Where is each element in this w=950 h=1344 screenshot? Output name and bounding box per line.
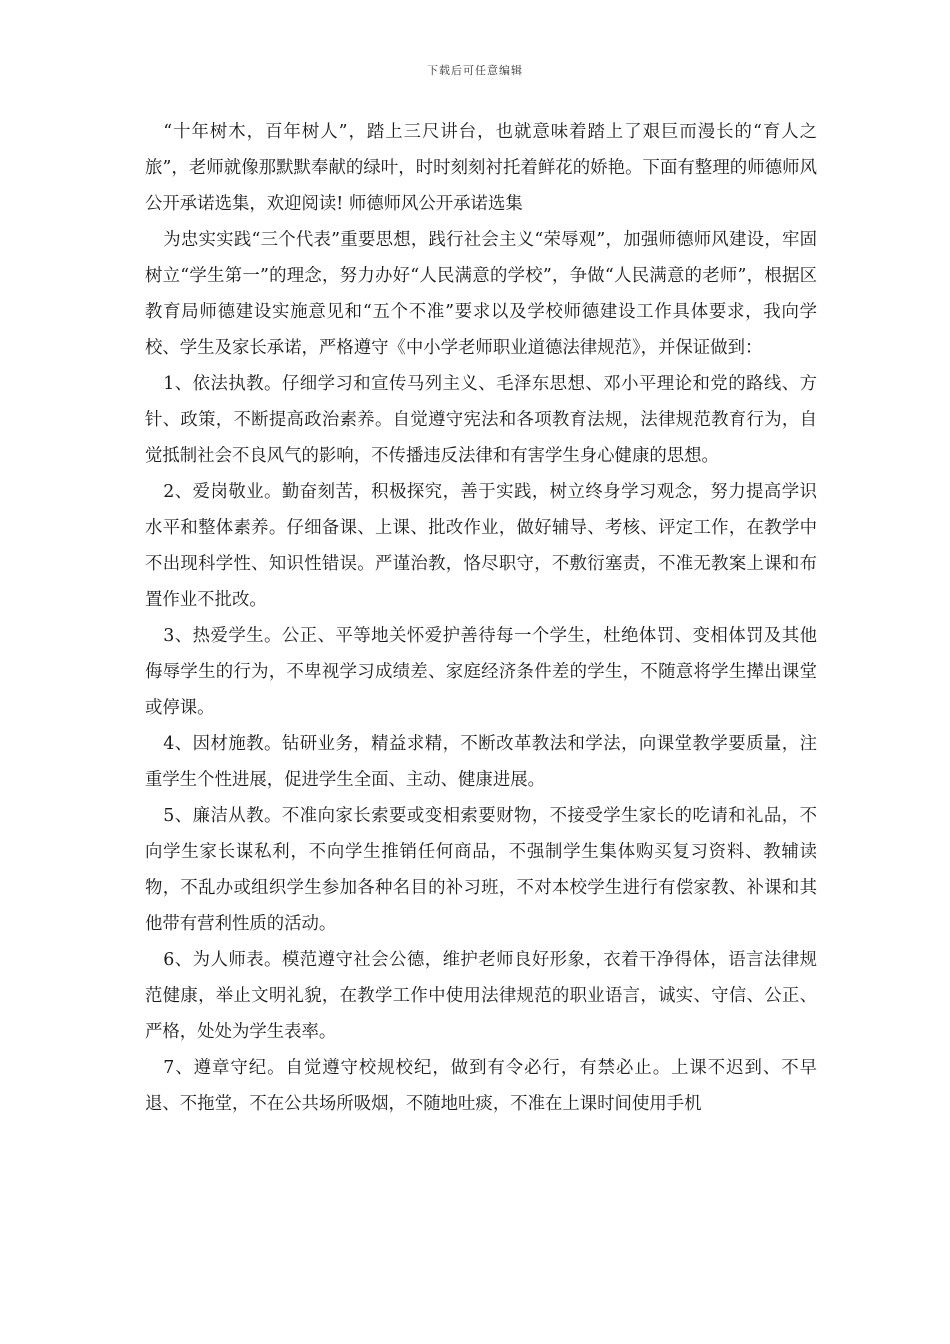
- pledge-preamble-paragraph: 为忠实实践“三个代表”重要思想，践行社会主义“荣辱观”，加强师德师风建设，牢固树立“学生第一”的理念，努力办好“人民满意的学校”，争做“人民满意的老师”，根据区教育局师德建设实施意见和“五个不准”要求以及学校师德建设工作具体要求，我向学校、学生及家长承诺，严格遵守《中小学老师职业道德法律规范》，并保证做到：: [145, 230, 817, 358]
- document-body: [145, 114, 817, 1122]
- pledge-item-2: 2、爱岗敬业。勤奋刻苦，积极探究，善于实践，树立终身学习观念，努力提高学识水平和整体素养。仔细备课、上课、批改作业，做好辅导、考核、评定工作，在教学中不出现科学性、知识性错误。严谨治教，恪尽职守，不敷衍塞责，不准无教案上课和布置作业不批改。: [145, 482, 817, 610]
- intro-paragraph: “十年树木，百年树人”，踏上三尺讲台，也就意味着踏上了艰巨而漫长的“育人之旅”，老师就像那默默奉献的绿叶，时时刻刻衬托着鲜花的娇艳。下面有整理的师德师风公开承诺选集，欢迎阅读! 师德师风公开承诺选集: [145, 122, 817, 214]
- pledge-item-7: 7、遵章守纪。自觉遵守校规校纪，做到有令必行，有禁必止。上课不迟到、不早退、不拖堂，不在公共场所吸烟，不随地吐痰，不准在上课时间使用手机: [145, 1058, 817, 1114]
- pledge-item-1: 1、依法执教。仔细学习和宣传马列主义、毛泽东思想、邓小平理论和党的路线、方针、政策，不断提高政治素养。自觉遵守宪法和各项教育法规，法律规范教育行为，自觉抵制社会不良风气的影响，不传播违反法律和有害学生身心健康的思想。: [145, 374, 817, 466]
- pledge-item-3: 3、热爱学生。公正、平等地关怀爱护善待每一个学生，杜绝体罚、变相体罚及其他侮辱学生的行为，不卑视学习成绩差、家庭经济条件差的学生，不随意将学生撵出课堂或停课。: [145, 626, 817, 718]
- pledge-item-5: 5、廉洁从教。不准向家长索要或变相索要财物，不接受学生家长的吃请和礼品，不向学生家长谋私利，不向学生推销任何商品，不强制学生集体购买复习资料、教辅读物，不乱办或组织学生参加各种名目的补习班，不对本校学生进行有偿家教、补课和其他带有营利性质的活动。: [145, 806, 817, 934]
- pledge-item-4: 4、因材施教。钻研业务，精益求精，不断改革教法和学法，向课堂教学要质量，注重学生个性进展，促进学生全面、主动、健康进展。: [145, 734, 817, 790]
- page-header-note: 下载后可任意编辑: [427, 64, 523, 77]
- pledge-item-6: 6、为人师表。模范遵守社会公德，维护老师良好形象，衣着干净得体，语言法律规范健康，举止文明礼貌，在教学工作中使用法律规范的职业语言，诚实、守信、公正、严格，处处为学生表率。: [145, 950, 817, 1042]
